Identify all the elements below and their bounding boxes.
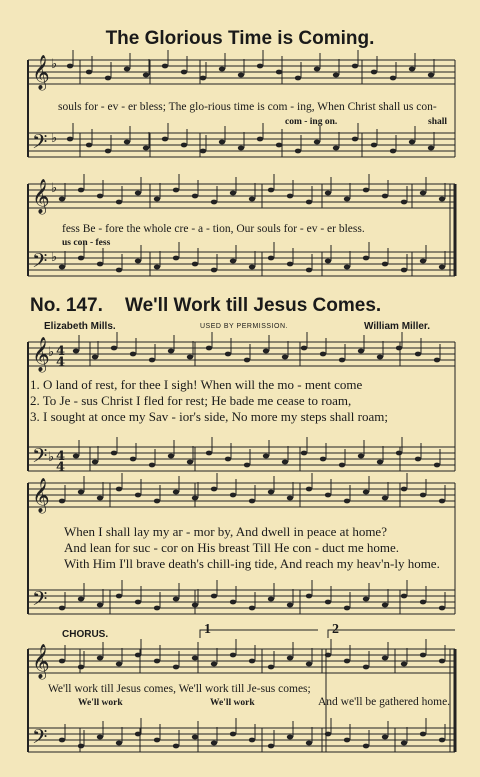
note-head: [325, 653, 331, 658]
note-head: [314, 140, 320, 145]
note-head: [382, 603, 388, 608]
note-head: [282, 355, 288, 360]
lyrics-line-2: fess Be - fore the whole cre - a - tion, Our souls for - ev - er bless.: [62, 223, 365, 235]
note-head: [276, 143, 282, 148]
note-head: [59, 265, 65, 270]
note-head: [135, 600, 141, 605]
note-head: [428, 73, 434, 78]
verse-3-line-a: 3. I sought at once my Sav - ior's side, No more my steps shall roam;: [30, 409, 388, 424]
svg-text:𝄞: 𝄞: [32, 55, 50, 90]
note-head: [257, 64, 263, 69]
hymn-title-work-till-jesus: We'll Work till Jesus Comes.: [125, 295, 382, 316]
note-head: [390, 76, 396, 81]
note-head: [59, 606, 65, 611]
lyrics-line-1-lower-b: shall: [428, 117, 448, 127]
note-head: [371, 70, 377, 75]
note-head: [358, 454, 364, 459]
note-head: [363, 665, 369, 670]
note-head: [78, 188, 84, 193]
note-head: [59, 499, 65, 504]
note-head: [439, 499, 445, 504]
note-head: [124, 140, 130, 145]
note-head: [306, 268, 312, 273]
note-head: [320, 352, 326, 357]
chorus-lyrics: We'll work till Jesus comes, We'll work till Je-sus comes;: [48, 683, 311, 695]
note-head: [219, 140, 225, 145]
note-head: [363, 490, 369, 495]
note-head: [173, 490, 179, 495]
note-head: [230, 732, 236, 737]
note-head: [154, 738, 160, 743]
note-head: [268, 188, 274, 193]
note-head: [154, 659, 160, 664]
note-head: [420, 732, 426, 737]
svg-text:♭: ♭: [51, 57, 58, 72]
note-head: [249, 265, 255, 270]
note-head: [67, 137, 73, 142]
note-head: [92, 460, 98, 465]
note-head: [344, 265, 350, 270]
note-head: [439, 738, 445, 743]
ending-2-label: 2: [332, 622, 339, 637]
note-head: [325, 259, 331, 264]
note-head: [401, 268, 407, 273]
note-head: [344, 606, 350, 611]
note-head: [162, 64, 168, 69]
note-head: [78, 256, 84, 261]
note-head: [97, 262, 103, 267]
note-head: [135, 191, 141, 196]
note-head: [230, 259, 236, 264]
note-head: [306, 200, 312, 205]
note-head: [130, 352, 136, 357]
note-head: [244, 463, 250, 468]
note-head: [135, 259, 141, 264]
note-head: [325, 600, 331, 605]
note-head: [154, 265, 160, 270]
note-head: [187, 460, 193, 465]
note-head: [325, 191, 331, 196]
note-head: [415, 457, 421, 462]
note-head: [439, 659, 445, 664]
permission-note: USED BY PERMISSION.: [200, 323, 288, 330]
note-head: [306, 594, 312, 599]
note-head: [149, 358, 155, 363]
note-head: [211, 200, 217, 205]
hymn-title-glorious-time: The Glorious Time is Coming.: [105, 28, 375, 49]
note-head: [352, 64, 358, 69]
svg-text:4: 4: [56, 460, 66, 475]
svg-text:♭: ♭: [48, 450, 55, 465]
note-head: [230, 493, 236, 498]
note-head: [130, 457, 136, 462]
note-head: [287, 735, 293, 740]
note-head: [192, 496, 198, 501]
note-head: [420, 191, 426, 196]
note-head: [111, 346, 117, 351]
note-head: [168, 454, 174, 459]
note-head: [162, 137, 168, 142]
note-head: [200, 76, 206, 81]
note-head: [268, 490, 274, 495]
svg-text:𝄢: 𝄢: [32, 249, 48, 277]
note-head: [344, 197, 350, 202]
note-head: [92, 355, 98, 360]
note-head: [168, 349, 174, 354]
note-head: [344, 659, 350, 664]
chorus-lower-c: And we'll be gathered home.: [318, 696, 451, 708]
note-head: [59, 197, 65, 202]
note-head: [434, 358, 440, 363]
note-head: [282, 460, 288, 465]
svg-text:4: 4: [56, 355, 66, 370]
note-head: [382, 262, 388, 267]
note-head: [434, 463, 440, 468]
svg-text:4: 4: [56, 449, 66, 464]
note-head: [295, 149, 301, 154]
note-head: [238, 73, 244, 78]
note-head: [211, 268, 217, 273]
note-head: [192, 656, 198, 661]
note-head: [306, 487, 312, 492]
note-head: [135, 493, 141, 498]
note-head: [173, 665, 179, 670]
note-head: [428, 146, 434, 151]
note-head: [244, 358, 250, 363]
note-head: [97, 603, 103, 608]
author-credit: Elizabeth Mills.: [44, 321, 116, 332]
note-head: [401, 662, 407, 667]
note-head: [211, 662, 217, 667]
note-head: [382, 656, 388, 661]
note-head: [73, 454, 79, 459]
note-head: [249, 738, 255, 743]
note-head: [97, 735, 103, 740]
svg-text:𝄢: 𝄢: [32, 587, 48, 615]
note-head: [363, 188, 369, 193]
note-head: [116, 200, 122, 205]
svg-text:𝄢: 𝄢: [32, 130, 48, 158]
note-head: [143, 146, 149, 151]
note-head: [377, 355, 383, 360]
note-head: [276, 70, 282, 75]
note-head: [173, 597, 179, 602]
note-head: [143, 73, 149, 78]
chorus-label: CHORUS.: [62, 629, 109, 640]
note-head: [363, 597, 369, 602]
note-head: [268, 744, 274, 749]
note-head: [306, 741, 312, 746]
note-head: [219, 67, 225, 72]
note-head: [192, 262, 198, 267]
note-head: [301, 346, 307, 351]
note-head: [257, 137, 263, 142]
lyrics-line-1-lower-a: com - ing on.: [285, 117, 338, 127]
note-head: [181, 70, 187, 75]
note-head: [333, 73, 339, 78]
note-head: [211, 741, 217, 746]
note-head: [135, 653, 141, 658]
svg-text:4: 4: [56, 344, 66, 359]
note-head: [287, 496, 293, 501]
ending-1-label: 1: [204, 622, 211, 637]
note-head: [382, 496, 388, 501]
note-head: [97, 194, 103, 199]
note-head: [97, 496, 103, 501]
composer-credit: William Miller.: [364, 321, 431, 332]
note-head: [415, 352, 421, 357]
note-head: [268, 597, 274, 602]
note-head: [105, 76, 111, 81]
note-head: [352, 137, 358, 142]
note-head: [325, 493, 331, 498]
note-head: [181, 143, 187, 148]
note-head: [192, 194, 198, 199]
note-head: [116, 662, 122, 667]
note-head: [333, 146, 339, 151]
note-head: [363, 256, 369, 261]
note-head: [401, 200, 407, 205]
note-head: [358, 349, 364, 354]
note-head: [420, 259, 426, 264]
note-head: [154, 197, 160, 202]
note-head: [325, 732, 331, 737]
note-head: [154, 606, 160, 611]
note-head: [344, 499, 350, 504]
note-head: [401, 741, 407, 746]
verse-1-line-a: 1. O land of rest, for thee I sigh! When will the mo - ment come: [30, 377, 363, 392]
note-head: [230, 653, 236, 658]
note-head: [268, 256, 274, 261]
note-head: [78, 665, 84, 670]
note-head: [124, 67, 130, 72]
note-head: [154, 499, 160, 504]
note-head: [78, 744, 84, 749]
note-head: [263, 454, 269, 459]
note-head: [409, 140, 415, 145]
note-head: [200, 149, 206, 154]
svg-text:♭: ♭: [51, 250, 58, 265]
note-head: [439, 265, 445, 270]
note-head: [363, 744, 369, 749]
note-head: [420, 493, 426, 498]
note-head: [67, 64, 73, 69]
note-head: [59, 738, 65, 743]
svg-text:𝄢: 𝄢: [32, 444, 48, 472]
note-head: [401, 487, 407, 492]
verse-3-line-b: With Him I'll brave death's chill-ing tide, And reach my heav'n-ly home.: [64, 556, 440, 571]
note-head: [59, 659, 65, 664]
note-head: [287, 603, 293, 608]
note-head: [390, 149, 396, 154]
note-head: [371, 143, 377, 148]
note-head: [401, 594, 407, 599]
note-head: [249, 499, 255, 504]
note-head: [320, 457, 326, 462]
note-head: [314, 67, 320, 72]
note-head: [420, 653, 426, 658]
note-head: [78, 597, 84, 602]
note-head: [111, 451, 117, 456]
note-head: [135, 732, 141, 737]
note-head: [295, 76, 301, 81]
note-head: [230, 191, 236, 196]
note-head: [230, 600, 236, 605]
note-head: [382, 194, 388, 199]
svg-text:♭: ♭: [51, 131, 58, 146]
note-head: [249, 197, 255, 202]
svg-text:♭: ♭: [48, 345, 55, 360]
note-head: [287, 656, 293, 661]
note-head: [116, 487, 122, 492]
svg-text:𝄞: 𝄞: [32, 478, 50, 513]
note-head: [105, 149, 111, 154]
note-head: [377, 460, 383, 465]
note-head: [86, 143, 92, 148]
note-head: [187, 355, 193, 360]
svg-text:𝄞: 𝄞: [32, 644, 50, 679]
note-head: [97, 656, 103, 661]
note-head: [238, 146, 244, 151]
note-head: [211, 487, 217, 492]
lyrics-line-1: souls for - ev - er bless; The glo-rious time is com - ing, When Christ shall us con-: [58, 101, 437, 113]
note-head: [173, 744, 179, 749]
note-head: [211, 594, 217, 599]
note-head: [409, 67, 415, 72]
note-head: [206, 346, 212, 351]
note-head: [439, 606, 445, 611]
note-head: [86, 70, 92, 75]
lyrics-line-2-lower: us con - fess: [62, 238, 111, 248]
note-head: [116, 594, 122, 599]
note-head: [73, 349, 79, 354]
verse-2-line-b: And lean for suc - cor on His breast Till He con - duct me home.: [64, 540, 400, 555]
note-head: [301, 451, 307, 456]
note-head: [339, 463, 345, 468]
note-head: [192, 735, 198, 740]
note-head: [249, 659, 255, 664]
note-head: [225, 352, 231, 357]
note-head: [249, 606, 255, 611]
note-head: [287, 194, 293, 199]
note-head: [306, 662, 312, 667]
svg-text:𝄞: 𝄞: [32, 337, 50, 372]
note-head: [173, 188, 179, 193]
note-head: [149, 463, 155, 468]
note-head: [206, 451, 212, 456]
note-head: [78, 490, 84, 495]
note-head: [263, 349, 269, 354]
svg-text:𝄞: 𝄞: [32, 179, 50, 214]
note-head: [225, 457, 231, 462]
note-head: [382, 735, 388, 740]
note-head: [287, 262, 293, 267]
svg-text:𝄢: 𝄢: [32, 725, 48, 753]
note-head: [339, 358, 345, 363]
note-head: [396, 346, 402, 351]
note-head: [396, 451, 402, 456]
note-head: [116, 268, 122, 273]
svg-text:♭: ♭: [51, 181, 58, 196]
note-head: [420, 600, 426, 605]
note-head: [192, 603, 198, 608]
hymn-number: No. 147.: [30, 295, 103, 316]
verse-2-line-a: 2. To Je - sus Christ I fled for rest; He bade me cease to roam,: [30, 393, 352, 408]
note-head: [439, 197, 445, 202]
chorus-lower-a: We'll work: [78, 698, 123, 708]
note-head: [173, 256, 179, 261]
note-head: [344, 738, 350, 743]
chorus-lower-b: We'll work: [210, 698, 255, 708]
note-head: [268, 665, 274, 670]
note-head: [116, 741, 122, 746]
verse-1-line-b: When I shall lay my ar - mor by, And dwell in peace at home?: [64, 524, 387, 539]
